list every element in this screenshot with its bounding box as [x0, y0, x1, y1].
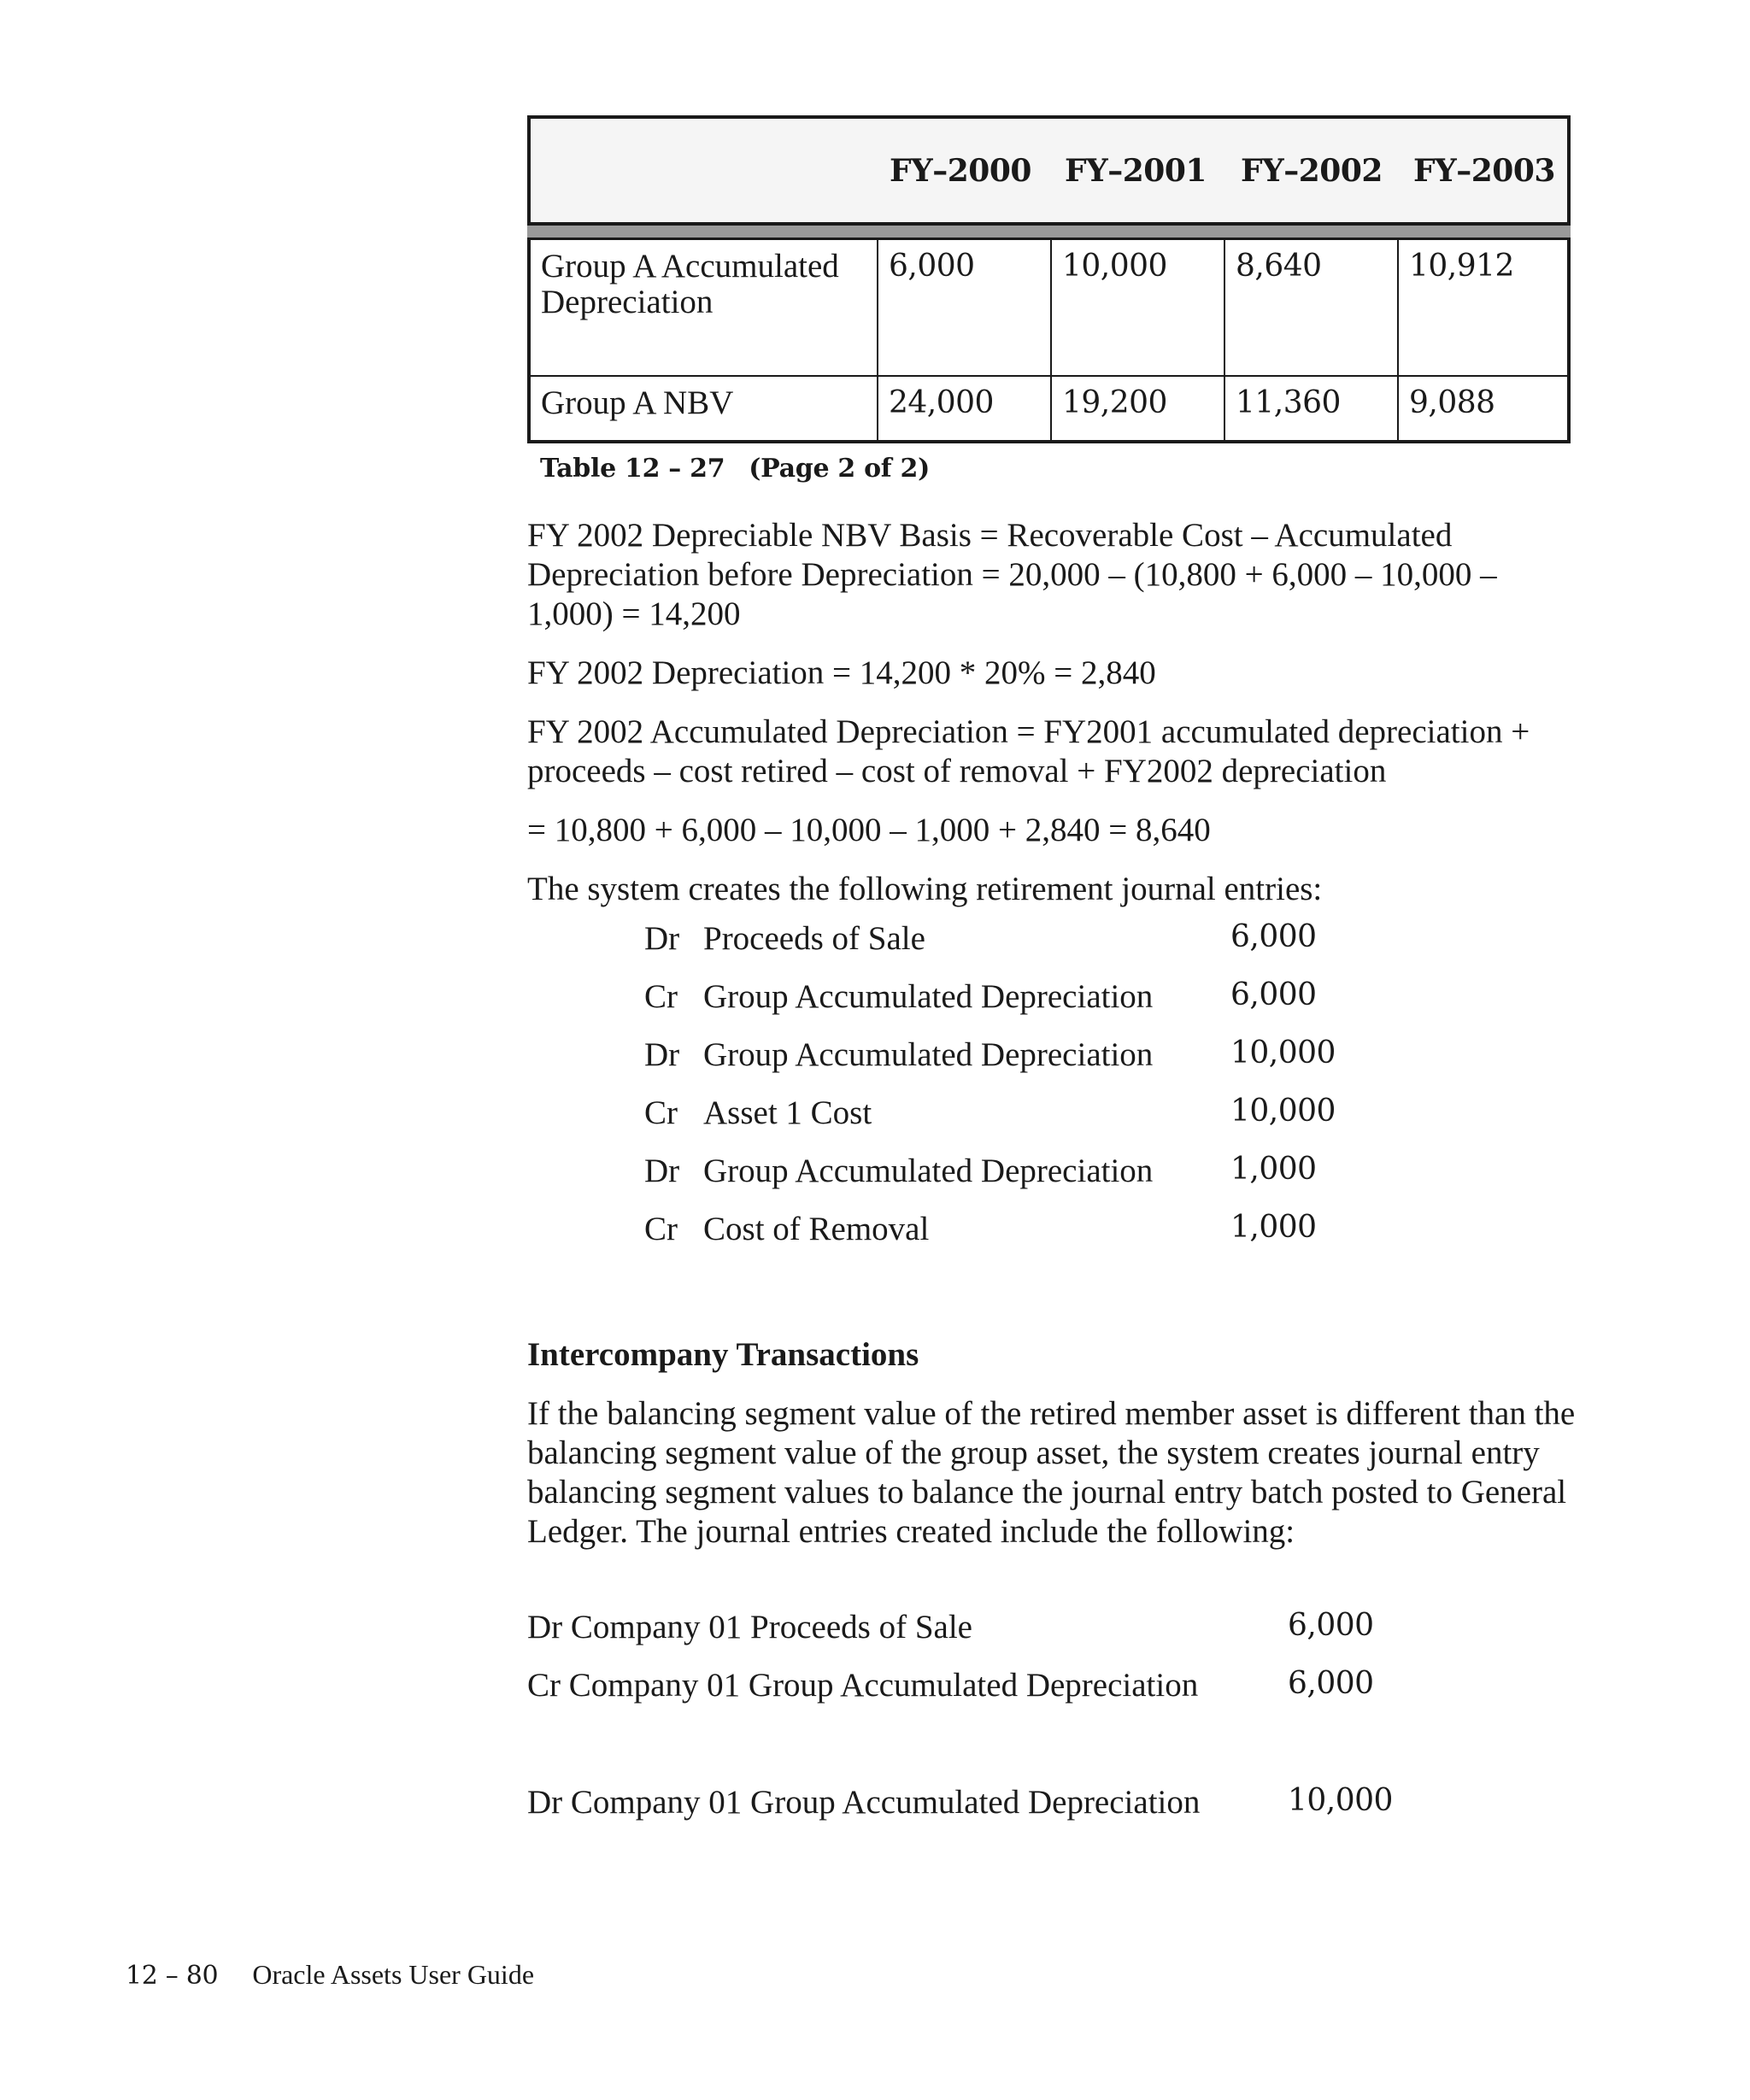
caption-page: (Page 2 of 2) [749, 454, 931, 484]
row-label: Group A Accumulated Depreciation [531, 240, 878, 375]
entry-amount: 6,000 [1288, 1666, 1374, 1701]
entry-side: Dr [644, 1153, 680, 1189]
entry-amount: 1,000 [1230, 1152, 1317, 1187]
table-header-row [527, 115, 1571, 226]
table-cell: 19,200 [1052, 377, 1225, 440]
entry-account: Dr Company 01 Group Accumulated Depreciation [527, 1784, 1201, 1821]
basis-paragraph: FY 2002 Depreciable NBV Basis = Recoverable Cost – Accumulated Depreciation before Depreciation = 20,000 – (10,800 + 6,000 – 10,000 – 1,000) = 14,200 [527, 517, 1497, 632]
caption-number: Table 12 – 27 [540, 454, 725, 484]
table-cell: 6,000 [878, 240, 1052, 375]
entry-account: Proceeds of Sale [703, 920, 925, 957]
entry-amount: 10,000 [1230, 1035, 1336, 1071]
table-cell: 8,640 [1225, 240, 1399, 375]
header-divider [527, 226, 1571, 238]
table-cell: 11,360 [1225, 377, 1399, 440]
entry-amount: 6,000 [1230, 977, 1317, 1012]
entry-side: Cr [644, 978, 678, 1015]
entry-account: Dr Company 01 Proceeds of Sale [527, 1609, 972, 1645]
table-row [531, 240, 1567, 377]
depreciation-table [527, 115, 1571, 443]
guide-title: Oracle Assets User Guide [252, 1959, 535, 1990]
table-cell: 10,000 [1052, 240, 1225, 375]
entry-side: Cr [644, 1094, 678, 1131]
table-caption [540, 454, 930, 484]
page-footer [126, 1959, 534, 1991]
entry-side: Dr [644, 1036, 680, 1073]
row-label: Group A NBV [531, 377, 878, 440]
entry-account: Group Accumulated Depreciation [703, 978, 1154, 1015]
table-cell: 9,088 [1409, 385, 1495, 420]
column-header: FY–2001 [1065, 153, 1207, 189]
entry-account: Cr Company 01 Group Accumulated Depreciation [527, 1667, 1199, 1704]
entry-account: Asset 1 Cost [703, 1094, 872, 1131]
calculation-paragraph: = 10,800 + 6,000 – 10,000 – 1,000 + 2,840 = 8,640 [527, 812, 1211, 848]
table-row [531, 377, 1567, 440]
table-body [527, 238, 1571, 443]
entry-amount: 6,000 [1288, 1608, 1374, 1643]
entry-side: Dr [644, 920, 680, 957]
entry-account: Group Accumulated Depreciation [703, 1153, 1154, 1189]
section-heading: Intercompany Transactions [527, 1336, 919, 1373]
entry-amount: 6,000 [1230, 919, 1317, 954]
entry-amount: 1,000 [1230, 1210, 1317, 1245]
table-cell: 10,912 [1409, 249, 1514, 284]
entries-intro: The system creates the following retirement journal entries: [527, 871, 1323, 907]
column-header: FY–2000 [890, 153, 1031, 189]
intercompany-paragraph: If the balancing segment value of the retired member asset is different than the balancing segment value of the group asset, the system creates journal entry balancing segment values to balance the journal entry batch posted to General Ledger. The journal entries created include the following: [527, 1395, 1576, 1550]
entry-account: Cost of Removal [703, 1211, 930, 1247]
entry-amount: 10,000 [1288, 1783, 1393, 1818]
depreciation-paragraph: FY 2002 Depreciation = 14,200 * 20% = 2,840 [527, 654, 1156, 691]
entry-amount: 10,000 [1230, 1094, 1336, 1129]
column-header: FY–2002 [1241, 153, 1383, 189]
column-header: FY–2003 [1413, 153, 1555, 189]
accumulated-paragraph: FY 2002 Accumulated Depreciation = FY2001 accumulated depreciation + proceeds – cost retired – cost of removal + FY2002 depreciation [527, 713, 1530, 789]
entry-side: Cr [644, 1211, 678, 1247]
entry-account: Group Accumulated Depreciation [703, 1036, 1154, 1073]
table-cell: 24,000 [878, 377, 1052, 440]
page-number: 12 – 80 [126, 1961, 219, 1991]
